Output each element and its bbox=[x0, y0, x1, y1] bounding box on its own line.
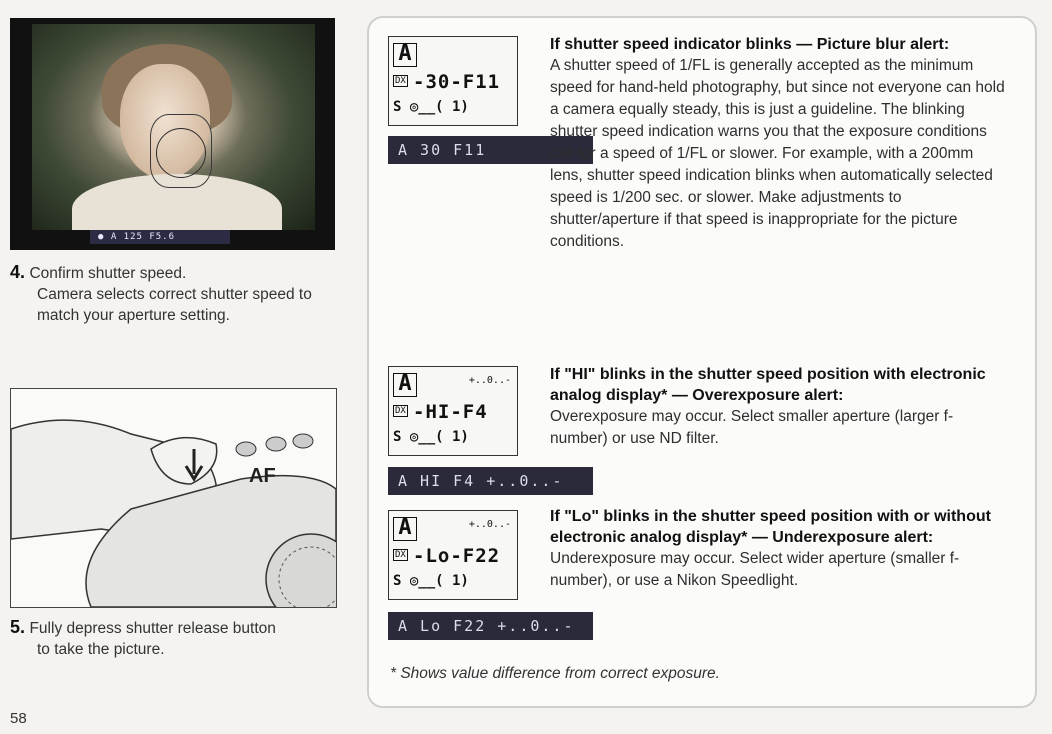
section-heading: If "HI" blinks in the shutter speed position with electronic analog display* — Overexposure alert: bbox=[550, 366, 986, 404]
viewfinder-readout: ● A 125 F5.6 bbox=[90, 230, 230, 244]
step-number: 4. bbox=[10, 262, 26, 282]
step-5 bbox=[10, 617, 350, 660]
focus-circle bbox=[156, 128, 206, 178]
lcd-sub-readout: S ◎__( 1) bbox=[393, 573, 469, 589]
lcd-main-readout: -HI-F4 bbox=[413, 401, 488, 423]
section-heading: If shutter speed indicator blinks — Picture blur alert: bbox=[550, 36, 950, 53]
section-body: Overexposure may occur. Select smaller aperture (larger f-number) or use ND filter. bbox=[550, 408, 954, 447]
section-blur-alert bbox=[550, 34, 1010, 253]
analog-display: +..0..- bbox=[468, 519, 511, 530]
analog-display: +..0..- bbox=[468, 375, 511, 386]
mode-indicator: A bbox=[393, 43, 417, 67]
lcd-main-readout: -Lo-F22 bbox=[413, 545, 501, 567]
step-4 bbox=[10, 262, 350, 326]
lcd-sub-readout: S ◎__( 1) bbox=[393, 429, 469, 445]
section-underexposure-alert bbox=[550, 506, 1010, 592]
shutter-press-illustration bbox=[10, 388, 337, 608]
viewfinder-bar-underexposure: A Lo F22 +..0..- bbox=[388, 612, 593, 640]
dx-indicator: DX bbox=[395, 76, 406, 86]
step-description: Camera selects correct shutter speed to match your aperture setting. bbox=[37, 286, 312, 324]
step-description: to take the picture. bbox=[37, 641, 165, 658]
lcd-panel-underexposure bbox=[388, 510, 518, 600]
lcd-sub-readout: S ◎__( 1) bbox=[393, 99, 469, 115]
section-body: A shutter speed of 1/FL is generally accepted as the minimum speed for hand-held photography, but since not everyone can hold a camera equally steady, this is just a guideline. The blinking shutter speed indication warns you that the exposure conditions call for a speed of 1/FL or slower. For example, with a 200mm lens, shutter speed indication blinks when automatically selected speed is 1/200 sec. or slower. Make adjustments to shutter/aperture if that speed is inappropriate for the picture conditions. bbox=[550, 57, 1005, 250]
section-body: Underexposure may occur. Select wider aperture (smaller f-number), or use a Nikon Speedlight. bbox=[550, 550, 960, 589]
step-number: 5. bbox=[10, 617, 26, 637]
lcd-panel-overexposure bbox=[388, 366, 518, 456]
step-title: Fully depress shutter release button bbox=[29, 620, 276, 637]
camera-hand-drawing bbox=[11, 389, 336, 607]
viewfinder-bar-blur: A 30 F11 bbox=[388, 136, 593, 164]
section-heading: If "Lo" blinks in the shutter speed position with or without electronic analog display* — Underexposure alert: bbox=[550, 508, 991, 546]
viewfinder-photo bbox=[32, 24, 315, 230]
lcd-panel-blur bbox=[388, 36, 518, 126]
dx-indicator: DX bbox=[395, 406, 406, 416]
page-number: 58 bbox=[10, 710, 27, 727]
footnote: * Shows value difference from correct exposure. bbox=[390, 665, 720, 682]
af-label: AF bbox=[249, 465, 276, 487]
mode-indicator: A bbox=[393, 517, 417, 541]
mode-indicator: A bbox=[393, 373, 417, 397]
step-title: Confirm shutter speed. bbox=[29, 265, 187, 282]
viewfinder-bar-overexposure: A HI F4 +..0..- bbox=[388, 467, 593, 495]
section-overexposure-alert bbox=[550, 364, 1010, 450]
dx-indicator: DX bbox=[395, 550, 406, 560]
lcd-main-readout: -30-F11 bbox=[413, 71, 501, 93]
